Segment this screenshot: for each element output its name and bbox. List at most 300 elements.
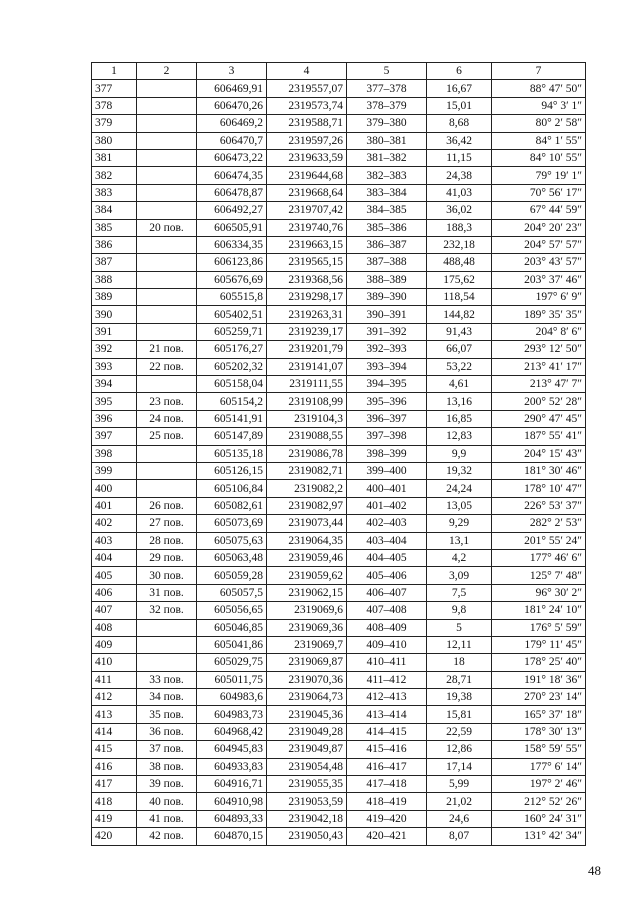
table-row [92, 358, 586, 375]
turn-label-cell: 27 пов. [137, 515, 197, 532]
direction-angle-cell: 282° 2′ 53″ [492, 515, 586, 532]
table-row [92, 602, 586, 619]
turn-label-cell: 41 пов. [137, 810, 197, 827]
point-number-cell: 403 [92, 532, 137, 549]
coordinate-x-cell: 605126,15 [197, 462, 267, 479]
turn-label-cell: 26 пов. [137, 497, 197, 514]
coordinate-y-cell: 2319049,87 [267, 741, 347, 758]
direction-angle-cell: 84° 1′ 55″ [492, 132, 586, 149]
segment-cell: 397–398 [347, 428, 427, 445]
coordinate-x-cell: 606473,22 [197, 149, 267, 166]
coordinate-y-cell: 2319368,56 [267, 271, 347, 288]
direction-angle-cell: 212° 52′ 26″ [492, 793, 586, 810]
turn-label-cell [137, 636, 197, 653]
direction-angle-cell: 204° 15′ 43″ [492, 445, 586, 462]
coordinate-y-cell: 2319111,55 [267, 376, 347, 393]
segment-cell: 413–414 [347, 706, 427, 723]
coordinate-y-cell: 2319707,42 [267, 202, 347, 219]
table-row [92, 289, 586, 306]
coordinate-y-cell: 2319069,7 [267, 636, 347, 653]
coordinates-table [91, 62, 586, 846]
segment-cell: 416–417 [347, 758, 427, 775]
table-row [92, 271, 586, 288]
table-row [92, 706, 586, 723]
length-cell: 12,83 [427, 428, 492, 445]
direction-angle-cell: 179° 11′ 45″ [492, 636, 586, 653]
turn-label-cell: 25 пов. [137, 428, 197, 445]
turn-label-cell: 39 пов. [137, 776, 197, 793]
length-cell: 22,59 [427, 723, 492, 740]
direction-angle-cell: 201° 55′ 24″ [492, 532, 586, 549]
direction-angle-cell: 125° 7′ 48″ [492, 567, 586, 584]
point-number-cell: 391 [92, 323, 137, 340]
point-number-cell: 418 [92, 793, 137, 810]
turn-label-cell [137, 376, 197, 393]
direction-angle-cell: 189° 35′ 35″ [492, 306, 586, 323]
coordinate-y-cell: 2319069,36 [267, 619, 347, 636]
length-cell: 36,42 [427, 132, 492, 149]
coordinate-y-cell: 2319565,15 [267, 254, 347, 271]
table-row [92, 532, 586, 549]
page-number: 48 [588, 863, 601, 878]
table-row [92, 689, 586, 706]
direction-angle-cell: 131° 42′ 34″ [492, 828, 586, 845]
segment-cell: 386–387 [347, 236, 427, 253]
turn-label-cell: 34 пов. [137, 689, 197, 706]
coordinate-y-cell: 2319668,64 [267, 184, 347, 201]
direction-angle-cell: 213° 47′ 7″ [492, 376, 586, 393]
coordinate-x-cell: 605141,91 [197, 410, 267, 427]
length-cell: 8,68 [427, 115, 492, 132]
direction-angle-cell: 290° 47′ 45″ [492, 410, 586, 427]
direction-angle-cell: 213° 41′ 17″ [492, 358, 586, 375]
turn-label-cell [137, 80, 197, 97]
coordinate-x-cell: 604983,6 [197, 689, 267, 706]
coordinate-x-cell: 604916,71 [197, 776, 267, 793]
segment-cell: 408–409 [347, 619, 427, 636]
point-number-cell: 380 [92, 132, 137, 149]
coordinate-x-cell: 605046,85 [197, 619, 267, 636]
coordinate-y-cell: 2319050,43 [267, 828, 347, 845]
segment-cell: 414–415 [347, 723, 427, 740]
segment-cell: 393–394 [347, 358, 427, 375]
coordinate-x-cell: 605202,32 [197, 358, 267, 375]
table-row [92, 462, 586, 479]
coordinate-x-cell: 606470,7 [197, 132, 267, 149]
point-number-cell: 397 [92, 428, 137, 445]
table-row [92, 810, 586, 827]
point-number-cell: 390 [92, 306, 137, 323]
length-cell: 4,2 [427, 549, 492, 566]
turn-label-cell: 36 пов. [137, 723, 197, 740]
segment-cell: 415–416 [347, 741, 427, 758]
coordinate-y-cell: 2319298,17 [267, 289, 347, 306]
length-cell: 9,8 [427, 602, 492, 619]
segment-cell: 379–380 [347, 115, 427, 132]
coordinate-y-cell: 2319064,35 [267, 532, 347, 549]
length-cell: 175,62 [427, 271, 492, 288]
segment-cell: 402–403 [347, 515, 427, 532]
column-header: 3 [197, 63, 267, 80]
table-row [92, 393, 586, 410]
coordinate-x-cell: 605515,8 [197, 289, 267, 306]
turn-label-cell: 31 пов. [137, 584, 197, 601]
coordinate-x-cell: 605073,69 [197, 515, 267, 532]
direction-angle-cell: 181° 24′ 10″ [492, 602, 586, 619]
point-number-cell: 401 [92, 497, 137, 514]
point-number-cell: 408 [92, 619, 137, 636]
point-number-cell: 379 [92, 115, 137, 132]
turn-label-cell: 29 пов. [137, 549, 197, 566]
column-header: 2 [137, 63, 197, 80]
direction-angle-cell: 165° 37′ 18″ [492, 706, 586, 723]
length-cell: 7,5 [427, 584, 492, 601]
coordinate-y-cell: 2319062,15 [267, 584, 347, 601]
table-row [92, 376, 586, 393]
table-row [92, 828, 586, 845]
point-number-cell: 378 [92, 97, 137, 114]
direction-angle-cell: 177° 6′ 14″ [492, 758, 586, 775]
turn-label-cell [137, 445, 197, 462]
segment-cell: 418–419 [347, 793, 427, 810]
point-number-cell: 398 [92, 445, 137, 462]
segment-cell: 409–410 [347, 636, 427, 653]
coordinate-x-cell: 605041,86 [197, 636, 267, 653]
coordinate-x-cell: 604893,33 [197, 810, 267, 827]
turn-label-cell [137, 184, 197, 201]
table-row [92, 80, 586, 97]
coordinate-y-cell: 2319042,18 [267, 810, 347, 827]
segment-cell: 417–418 [347, 776, 427, 793]
table-row [92, 219, 586, 236]
direction-angle-cell: 96° 30′ 2″ [492, 584, 586, 601]
direction-angle-cell: 88° 47′ 50″ [492, 80, 586, 97]
segment-cell: 396–397 [347, 410, 427, 427]
table-row [92, 445, 586, 462]
coordinate-x-cell: 605135,18 [197, 445, 267, 462]
coordinate-y-cell: 2319059,62 [267, 567, 347, 584]
length-cell: 21,02 [427, 793, 492, 810]
length-cell: 12,11 [427, 636, 492, 653]
segment-cell: 405–406 [347, 567, 427, 584]
table-row [92, 723, 586, 740]
turn-label-cell [137, 289, 197, 306]
table-row [92, 549, 586, 566]
segment-cell: 381–382 [347, 149, 427, 166]
table-row [92, 184, 586, 201]
coordinate-y-cell: 2319086,78 [267, 445, 347, 462]
direction-angle-cell: 197° 6′ 9″ [492, 289, 586, 306]
point-number-cell: 413 [92, 706, 137, 723]
table-row [92, 654, 586, 671]
point-number-cell: 388 [92, 271, 137, 288]
direction-angle-cell: 80° 2′ 58″ [492, 115, 586, 132]
point-number-cell: 395 [92, 393, 137, 410]
length-cell: 118,54 [427, 289, 492, 306]
table-row [92, 567, 586, 584]
length-cell: 5,99 [427, 776, 492, 793]
length-cell: 488,48 [427, 254, 492, 271]
segment-cell: 419–420 [347, 810, 427, 827]
turn-label-cell [137, 132, 197, 149]
coordinate-x-cell: 605147,89 [197, 428, 267, 445]
coordinate-y-cell: 2319141,07 [267, 358, 347, 375]
coordinate-x-cell: 606470,26 [197, 97, 267, 114]
coordinate-y-cell: 2319644,68 [267, 167, 347, 184]
table-row [92, 115, 586, 132]
length-cell: 15,01 [427, 97, 492, 114]
length-cell: 28,71 [427, 671, 492, 688]
point-number-cell: 394 [92, 376, 137, 393]
length-cell: 18 [427, 654, 492, 671]
coordinate-x-cell: 604968,42 [197, 723, 267, 740]
coordinate-y-cell: 2319588,71 [267, 115, 347, 132]
direction-angle-cell: 293° 12′ 50″ [492, 341, 586, 358]
point-number-cell: 416 [92, 758, 137, 775]
direction-angle-cell: 270° 23′ 14″ [492, 689, 586, 706]
column-header: 5 [347, 63, 427, 80]
turn-label-cell [137, 236, 197, 253]
table-row [92, 323, 586, 340]
coordinate-x-cell: 605158,04 [197, 376, 267, 393]
point-number-cell: 407 [92, 602, 137, 619]
point-number-cell: 385 [92, 219, 137, 236]
coordinate-x-cell: 605057,5 [197, 584, 267, 601]
table-row [92, 584, 586, 601]
turn-label-cell: 35 пов. [137, 706, 197, 723]
length-cell: 9,29 [427, 515, 492, 532]
coordinate-x-cell: 605106,84 [197, 480, 267, 497]
length-cell: 188,3 [427, 219, 492, 236]
segment-cell: 378–379 [347, 97, 427, 114]
coordinate-x-cell: 606469,2 [197, 115, 267, 132]
direction-angle-cell: 204° 8′ 6″ [492, 323, 586, 340]
table-row [92, 149, 586, 166]
turn-label-cell [137, 202, 197, 219]
table-body [92, 80, 586, 845]
length-cell: 4,61 [427, 376, 492, 393]
coordinate-x-cell: 606474,35 [197, 167, 267, 184]
segment-cell: 385–386 [347, 219, 427, 236]
coordinate-x-cell: 606492,27 [197, 202, 267, 219]
turn-label-cell: 20 пов. [137, 219, 197, 236]
coordinate-y-cell: 2319054,48 [267, 758, 347, 775]
turn-label-cell: 23 пов. [137, 393, 197, 410]
point-number-cell: 405 [92, 567, 137, 584]
length-cell: 36,02 [427, 202, 492, 219]
direction-angle-cell: 79° 19′ 1″ [492, 167, 586, 184]
direction-angle-cell: 160° 24′ 31″ [492, 810, 586, 827]
length-cell: 3,09 [427, 567, 492, 584]
table-row [92, 497, 586, 514]
coordinate-y-cell: 2319049,28 [267, 723, 347, 740]
coordinate-x-cell: 605029,75 [197, 654, 267, 671]
point-number-cell: 411 [92, 671, 137, 688]
segment-cell: 412–413 [347, 689, 427, 706]
length-cell: 19,38 [427, 689, 492, 706]
point-number-cell: 383 [92, 184, 137, 201]
segment-cell: 404–405 [347, 549, 427, 566]
length-cell: 8,07 [427, 828, 492, 845]
length-cell: 13,16 [427, 393, 492, 410]
coordinate-y-cell: 2319201,79 [267, 341, 347, 358]
turn-label-cell: 40 пов. [137, 793, 197, 810]
table-row [92, 410, 586, 427]
table-row [92, 480, 586, 497]
point-number-cell: 393 [92, 358, 137, 375]
table-row [92, 741, 586, 758]
table-row [92, 202, 586, 219]
direction-angle-cell: 203° 37′ 46″ [492, 271, 586, 288]
segment-cell: 392–393 [347, 341, 427, 358]
table-row [92, 515, 586, 532]
coordinate-x-cell: 605063,48 [197, 549, 267, 566]
segment-cell: 407–408 [347, 602, 427, 619]
coordinate-x-cell: 606334,35 [197, 236, 267, 253]
turn-label-cell [137, 480, 197, 497]
turn-label-cell [137, 654, 197, 671]
turn-label-cell: 28 пов. [137, 532, 197, 549]
coordinate-y-cell: 2319088,55 [267, 428, 347, 445]
coordinate-x-cell: 606469,91 [197, 80, 267, 97]
coordinate-x-cell: 604910,98 [197, 793, 267, 810]
length-cell: 19,32 [427, 462, 492, 479]
segment-cell: 420–421 [347, 828, 427, 845]
coordinate-x-cell: 604870,15 [197, 828, 267, 845]
coordinate-y-cell: 2319073,44 [267, 515, 347, 532]
turn-label-cell [137, 271, 197, 288]
segment-cell: 394–395 [347, 376, 427, 393]
coordinate-x-cell: 605259,71 [197, 323, 267, 340]
segment-cell: 403–404 [347, 532, 427, 549]
segment-cell: 387–388 [347, 254, 427, 271]
direction-angle-cell: 204° 20′ 23″ [492, 219, 586, 236]
coordinate-y-cell: 2319082,71 [267, 462, 347, 479]
coordinate-y-cell: 2319263,31 [267, 306, 347, 323]
coordinate-x-cell: 605056,65 [197, 602, 267, 619]
length-cell: 17,14 [427, 758, 492, 775]
coordinate-x-cell: 604983,73 [197, 706, 267, 723]
point-number-cell: 387 [92, 254, 137, 271]
turn-label-cell [137, 254, 197, 271]
coordinate-y-cell: 2319108,99 [267, 393, 347, 410]
coordinate-x-cell: 605059,28 [197, 567, 267, 584]
segment-cell: 399–400 [347, 462, 427, 479]
length-cell: 5 [427, 619, 492, 636]
coordinate-y-cell: 2319055,35 [267, 776, 347, 793]
turn-label-cell: 42 пов. [137, 828, 197, 845]
point-number-cell: 419 [92, 810, 137, 827]
table-row [92, 97, 586, 114]
segment-cell: 406–407 [347, 584, 427, 601]
point-number-cell: 415 [92, 741, 137, 758]
coordinate-x-cell: 605011,75 [197, 671, 267, 688]
coordinate-x-cell: 605154,2 [197, 393, 267, 410]
length-cell: 91,43 [427, 323, 492, 340]
column-header: 4 [267, 63, 347, 80]
segment-cell: 384–385 [347, 202, 427, 219]
point-number-cell: 382 [92, 167, 137, 184]
coordinate-y-cell: 2319082,2 [267, 480, 347, 497]
coordinate-x-cell: 605176,27 [197, 341, 267, 358]
length-cell: 16,67 [427, 80, 492, 97]
length-cell: 24,38 [427, 167, 492, 184]
coordinate-y-cell: 2319059,46 [267, 549, 347, 566]
header-row [92, 63, 586, 80]
table-row [92, 306, 586, 323]
point-number-cell: 402 [92, 515, 137, 532]
point-number-cell: 417 [92, 776, 137, 793]
table-row [92, 776, 586, 793]
length-cell: 15,81 [427, 706, 492, 723]
segment-cell: 390–391 [347, 306, 427, 323]
point-number-cell: 420 [92, 828, 137, 845]
coordinate-y-cell: 2319069,87 [267, 654, 347, 671]
coordinate-y-cell: 2319239,17 [267, 323, 347, 340]
table-row [92, 254, 586, 271]
segment-cell: 377–378 [347, 80, 427, 97]
table-row [92, 132, 586, 149]
coordinate-x-cell: 606478,87 [197, 184, 267, 201]
coordinate-x-cell: 604933,83 [197, 758, 267, 775]
turn-label-cell: 37 пов. [137, 741, 197, 758]
direction-angle-cell: 178° 25′ 40″ [492, 654, 586, 671]
table-row [92, 619, 586, 636]
segment-cell: 411–412 [347, 671, 427, 688]
table-row [92, 758, 586, 775]
turn-label-cell [137, 149, 197, 166]
table-row [92, 636, 586, 653]
direction-angle-cell: 176° 5′ 59″ [492, 619, 586, 636]
direction-angle-cell: 84° 10′ 55″ [492, 149, 586, 166]
turn-label-cell [137, 323, 197, 340]
length-cell: 232,18 [427, 236, 492, 253]
coordinate-x-cell: 604945,83 [197, 741, 267, 758]
direction-angle-cell: 70° 56′ 17″ [492, 184, 586, 201]
coordinate-x-cell: 605402,51 [197, 306, 267, 323]
segment-cell: 398–399 [347, 445, 427, 462]
point-number-cell: 399 [92, 462, 137, 479]
length-cell: 12,86 [427, 741, 492, 758]
coordinate-y-cell: 2319053,59 [267, 793, 347, 810]
segment-cell: 380–381 [347, 132, 427, 149]
point-number-cell: 381 [92, 149, 137, 166]
point-number-cell: 409 [92, 636, 137, 653]
direction-angle-cell: 226° 53′ 37″ [492, 497, 586, 514]
coordinate-y-cell: 2319663,15 [267, 236, 347, 253]
direction-angle-cell: 94° 3′ 1″ [492, 97, 586, 114]
coordinate-x-cell: 605082,61 [197, 497, 267, 514]
segment-cell: 400–401 [347, 480, 427, 497]
length-cell: 9,9 [427, 445, 492, 462]
coordinate-y-cell: 2319573,74 [267, 97, 347, 114]
table-row [92, 236, 586, 253]
turn-label-cell [137, 462, 197, 479]
length-cell: 24,6 [427, 810, 492, 827]
coordinate-x-cell: 606123,86 [197, 254, 267, 271]
turn-label-cell: 22 пов. [137, 358, 197, 375]
coordinate-y-cell: 2319633,59 [267, 149, 347, 166]
coordinate-x-cell: 605075,63 [197, 532, 267, 549]
table-row [92, 428, 586, 445]
point-number-cell: 410 [92, 654, 137, 671]
coordinate-y-cell: 2319082,97 [267, 497, 347, 514]
segment-cell: 388–389 [347, 271, 427, 288]
point-number-cell: 396 [92, 410, 137, 427]
length-cell: 13,05 [427, 497, 492, 514]
direction-angle-cell: 197° 2′ 46″ [492, 776, 586, 793]
table-row [92, 341, 586, 358]
